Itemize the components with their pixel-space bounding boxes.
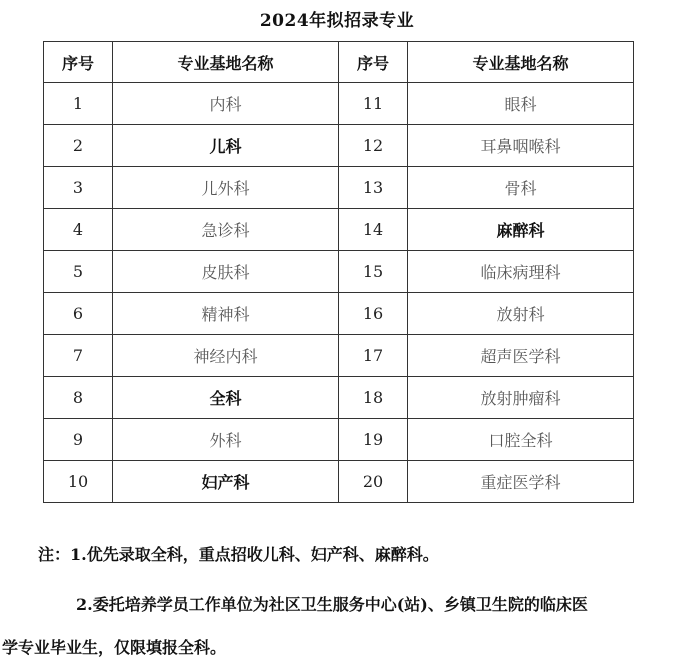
table-row (44, 461, 634, 503)
table-row (44, 293, 634, 335)
major-name-cell: 皮肤科 (113, 251, 339, 293)
table-row (44, 209, 634, 251)
seq-cell: 20 (339, 461, 408, 503)
seq-cell: 5 (44, 251, 113, 293)
table-row (44, 83, 634, 125)
major-name-cell: 眼科 (408, 83, 634, 125)
note-line-2: 2.委托培养学员工作单位为社区卫生服务中心(站)、乡镇卫生院的临床医 (76, 595, 588, 614)
seq-cell: 13 (339, 167, 408, 209)
seq-cell: 16 (339, 293, 408, 335)
major-name-cell: 超声医学科 (408, 335, 634, 377)
major-name-cell: 全科 (113, 377, 339, 419)
major-name-cell: 放射科 (408, 293, 634, 335)
major-name-cell: 精神科 (113, 293, 339, 335)
seq-cell: 12 (339, 125, 408, 167)
major-name-cell: 急诊科 (113, 209, 339, 251)
note-line-1: 注：1.优先录取全科，重点招收儿科、妇产科、麻醉科。 (38, 545, 439, 564)
seq-cell: 15 (339, 251, 408, 293)
seq-cell: 11 (339, 83, 408, 125)
seq-cell: 8 (44, 377, 113, 419)
header-name-right: 专业基地名称 (408, 42, 634, 83)
major-name-cell: 内科 (113, 83, 339, 125)
major-name-cell: 儿外科 (113, 167, 339, 209)
table-row (44, 167, 634, 209)
seq-cell: 1 (44, 83, 113, 125)
major-name-cell: 骨科 (408, 167, 634, 209)
major-name-cell: 口腔全科 (408, 419, 634, 461)
major-name-cell: 妇产科 (113, 461, 339, 503)
table-body (44, 83, 634, 503)
seq-cell: 14 (339, 209, 408, 251)
table-row (44, 251, 634, 293)
major-name-cell: 放射肿瘤科 (408, 377, 634, 419)
seq-cell: 6 (44, 293, 113, 335)
majors-table (43, 41, 634, 503)
major-name-cell: 麻醉科 (408, 209, 634, 251)
seq-cell: 18 (339, 377, 408, 419)
table-row (44, 125, 634, 167)
major-name-cell: 重症医学科 (408, 461, 634, 503)
seq-cell: 10 (44, 461, 113, 503)
page-title: 2024年拟招录专业 (259, 11, 415, 31)
header-seq-right: 序号 (339, 42, 408, 83)
seq-cell: 4 (44, 209, 113, 251)
seq-cell: 9 (44, 419, 113, 461)
table-row (44, 335, 634, 377)
seq-cell: 7 (44, 335, 113, 377)
seq-cell: 2 (44, 125, 113, 167)
seq-cell: 19 (339, 419, 408, 461)
major-name-cell: 神经内科 (113, 335, 339, 377)
seq-cell: 17 (339, 335, 408, 377)
table-header-row (44, 42, 634, 83)
note-line-3: 学专业毕业生，仅限填报全科。 (2, 638, 227, 657)
major-name-cell: 儿科 (113, 125, 339, 167)
seq-cell: 3 (44, 167, 113, 209)
major-name-cell: 临床病理科 (408, 251, 634, 293)
header-seq-left: 序号 (44, 42, 113, 83)
major-name-cell: 耳鼻咽喉科 (408, 125, 634, 167)
header-name-left: 专业基地名称 (113, 42, 339, 83)
table-row (44, 419, 634, 461)
table-row (44, 377, 634, 419)
major-name-cell: 外科 (113, 419, 339, 461)
